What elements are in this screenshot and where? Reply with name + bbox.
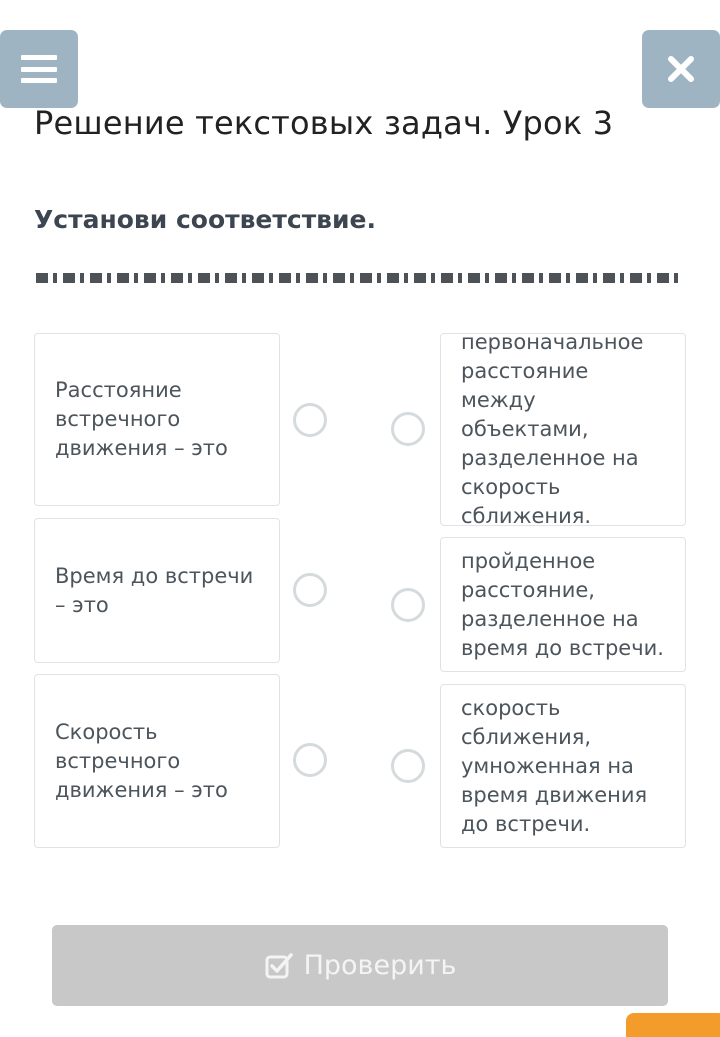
- right-connector-2[interactable]: [391, 588, 425, 622]
- left-item-text: Скорость встречного движения – это: [55, 719, 228, 802]
- right-item-1[interactable]: [440, 330, 686, 528]
- left-item-3[interactable]: [34, 674, 280, 848]
- hamburger-menu-icon: [21, 55, 57, 83]
- right-item-2[interactable]: [440, 537, 686, 672]
- close-x-icon: [666, 54, 696, 84]
- help-tab[interactable]: [626, 1013, 720, 1037]
- checkbox-check-icon: [264, 951, 294, 981]
- left-connector-2[interactable]: [293, 573, 327, 607]
- close-button[interactable]: [642, 30, 720, 108]
- left-item-text: Расстояние встречного движения – это: [55, 378, 228, 460]
- left-item-text: Время до встречи – это: [55, 563, 254, 617]
- check-button[interactable]: [52, 925, 668, 1006]
- right-connector-1[interactable]: [391, 412, 425, 446]
- menu-button[interactable]: [0, 30, 78, 108]
- left-item-1[interactable]: [34, 333, 280, 506]
- right-item-text: первоначальное расстояние между объектами, разделенное на скорость сближения.: [461, 330, 644, 528]
- left-item-2[interactable]: [34, 518, 280, 663]
- dashed-divider: [36, 273, 684, 283]
- page-title: Решение текстовых задач. Урок 3: [34, 104, 614, 142]
- check-button-label: Проверить: [303, 950, 457, 981]
- right-connector-3[interactable]: [391, 749, 425, 783]
- right-item-3[interactable]: [440, 684, 686, 848]
- left-connector-3[interactable]: [293, 743, 327, 777]
- task-instruction: Установи соответствие.: [34, 205, 376, 234]
- right-item-text: скорость сближения, умноженная на время движения до встречи.: [461, 695, 648, 836]
- right-item-text: пройденное расстояние, разделенное на время до встречи.: [461, 548, 664, 660]
- left-connector-1[interactable]: [293, 403, 327, 437]
